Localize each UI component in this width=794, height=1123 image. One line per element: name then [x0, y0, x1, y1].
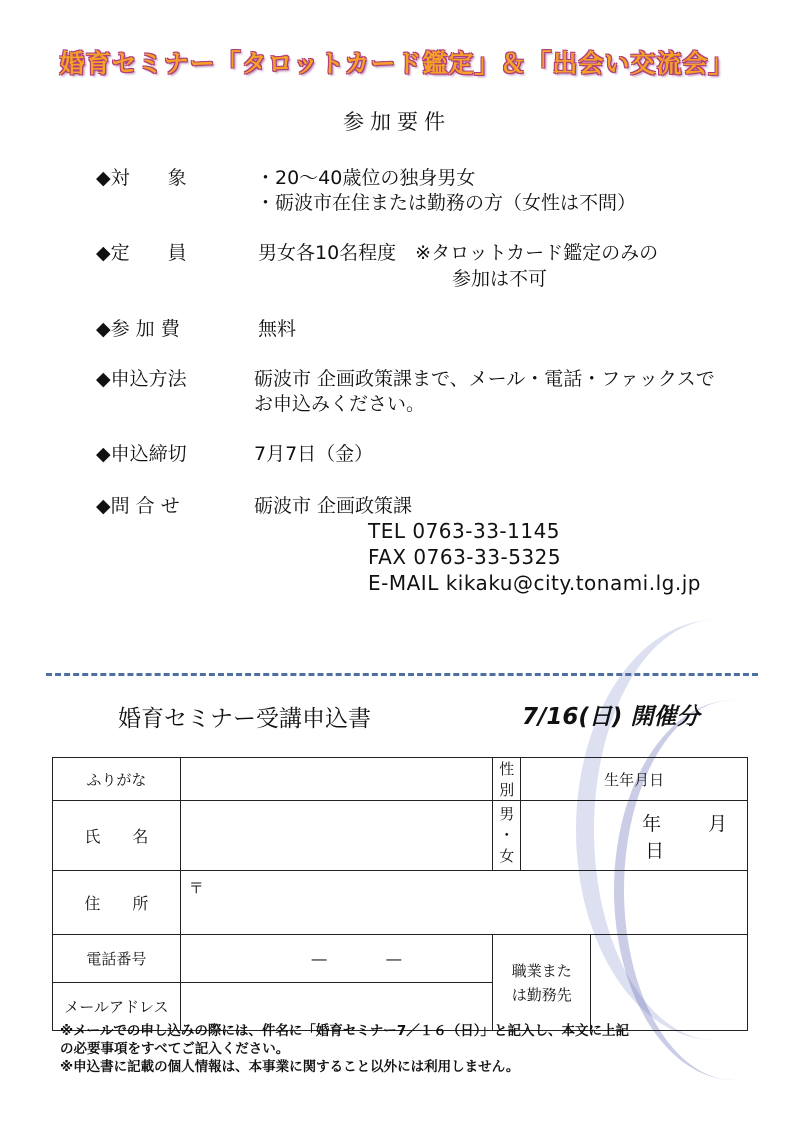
birth-month: 月 — [708, 812, 728, 835]
cut-line-divider — [46, 673, 758, 676]
gender-choice[interactable] — [493, 801, 521, 871]
fee-value: 無料 — [258, 318, 297, 340]
job-field[interactable] — [591, 935, 748, 1031]
birth-label: 生年月日 — [521, 758, 748, 801]
method-line-1: 砺波市 企画政策課まで、メール・電話・ファックスで — [254, 368, 715, 390]
fee-label: ◆参 加 費 — [96, 318, 180, 340]
contact-fax: FAX 0763-33-5325 — [368, 545, 562, 569]
form-title: 婚育セミナー受講申込書 — [118, 706, 371, 732]
deadline-value: 7月7日（金） — [254, 443, 374, 465]
gender-separator: ・ — [499, 826, 515, 844]
contact-tel: TEL 0763-33-1145 — [368, 519, 561, 543]
method-line-2: お申込みください。 — [254, 393, 426, 415]
job-label — [493, 935, 591, 1031]
phone-label: 電話番号 — [53, 935, 181, 983]
address-label: 住 所 — [53, 871, 181, 935]
phone-field[interactable] — [180, 935, 492, 983]
gender-male: 男 — [499, 805, 515, 823]
target-label: ◆対 象 — [96, 167, 187, 189]
target-line-2: ・砺波市在住または勤務の方（女性は不問） — [256, 192, 637, 214]
gender-label: 性別 — [493, 758, 521, 801]
contact-label: ◆問 合 せ — [96, 495, 180, 517]
page-title: 婚育セミナー「タロットカード鑑定」＆「出会い交流会」 — [59, 49, 735, 78]
contact-org: 砺波市 企画政策課 — [254, 495, 413, 517]
birth-year: 年 — [642, 812, 662, 835]
postal-mark: 〒 — [188, 879, 204, 897]
section-subtitle: 参加要件 — [343, 110, 451, 134]
job-label-line-1: 職業また — [511, 961, 572, 980]
email-label: メールアドレス — [53, 983, 181, 1031]
form-date: 7/16(日) 開催分 — [522, 704, 700, 730]
address-field[interactable] — [180, 871, 747, 935]
furigana-field[interactable] — [180, 758, 492, 801]
phone-dash-2: ― — [386, 949, 402, 968]
birth-field[interactable] — [521, 801, 748, 871]
phone-dash-1: ― — [311, 949, 327, 968]
name-field[interactable] — [180, 801, 492, 871]
birth-day: 日 — [645, 839, 665, 862]
contact-email: E-MAIL kikaku@city.tonami.lg.jp — [368, 571, 701, 595]
job-label-line-2: は勤務先 — [511, 985, 572, 1004]
note-line-3: ※申込書に記載の個人情報は、本事業に関すること以外には利用しません。 — [60, 1059, 520, 1075]
capacity-line-2: 参加は不可 — [452, 268, 548, 290]
name-label: 氏 名 — [53, 801, 181, 871]
gender-female: 女 — [499, 847, 515, 865]
furigana-label: ふりがな — [53, 758, 181, 801]
target-line-1: ・20～40歳位の独身男女 — [256, 167, 476, 189]
note-line-2: の必要事項をすべてご記入ください。 — [60, 1041, 290, 1057]
form-notes — [60, 1022, 760, 1076]
application-form-table — [52, 757, 748, 1031]
method-label: ◆申込方法 — [96, 368, 187, 390]
capacity-line-1: 男女各10名程度 ※タロットカード鑑定のみの — [258, 242, 659, 264]
note-line-1: ※メールでの申し込みの際には、件名に「婚育セミナー7／１６（日）」と記入し、本文に上記 — [60, 1023, 629, 1039]
capacity-label: ◆定 員 — [96, 242, 187, 264]
deadline-label: ◆申込締切 — [96, 443, 187, 465]
